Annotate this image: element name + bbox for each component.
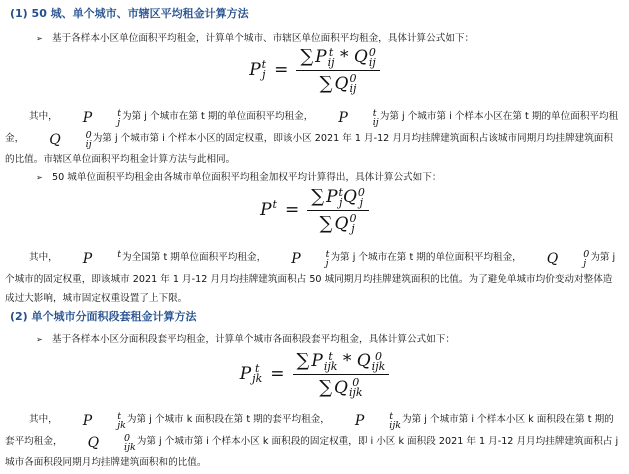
math-scripts (323, 349, 338, 373)
math-subscript: j (583, 258, 587, 269)
paragraph-text: 为第 j 个城市的固定权重，即该城市 2021 年 1 月-12 月月均挂牌建筑面积占 50 城同期月均挂牌建筑面积的比值。为了避免单城市均价变动对整体造成过大影响，城市固定权重设置了上下限。 (5, 252, 616, 304)
fraction (296, 46, 380, 94)
math-superscript: 0 (349, 72, 357, 85)
equals-sign: = (284, 200, 300, 220)
math-symbol (354, 47, 376, 67)
sigma-symbol: ∑ (319, 72, 333, 94)
arrow-bullet-icon: ➢ (36, 34, 43, 43)
math-subscript: ijk (323, 359, 338, 373)
paragraph-text: 为第 j 个城市第 i 个样本小区的固定权重，即该小区 2021 年 1 月-12 月月均挂牌建筑面积占该城市同期月均挂牌建筑面积的比值。市辖区单位面积平均租金计算方法与此相同。 (5, 132, 613, 165)
paragraph-text: 为第 j 个城市在第 t 期的单位面积平均租金， (122, 111, 314, 122)
math-symbol (335, 214, 357, 234)
math-scripts (93, 250, 121, 268)
math-subscript (273, 210, 277, 220)
math-symbol (260, 200, 277, 221)
math-subscript: ij (85, 138, 92, 150)
paragraph-text: 为第 j 个城市第 i 个样本小区 k 面积段的固定权重，即 i 小区 k 面积段 2021 年 1 月-12 月月均挂牌建筑面积占 j 城市各面积段同期月均挂牌建筑面积和的比值。 (5, 435, 619, 468)
bullet-item (36, 331, 455, 345)
math-symbol (59, 250, 121, 270)
math-superscript: t (117, 411, 122, 422)
math-symbol (25, 131, 92, 151)
math-superscript: t (328, 45, 334, 59)
math-base: Q (334, 73, 349, 94)
section-heading-2: (2) 单个城市分面积段套租金计算方法 (10, 310, 197, 323)
paragraph-national-rent-explanation (5, 248, 620, 309)
math-superscript: t (117, 108, 122, 119)
paragraph-text: 其中， (29, 111, 58, 122)
sigma-symbol: ∑ (300, 46, 314, 67)
math-subscript: j (117, 117, 121, 128)
math-subscript (93, 259, 121, 268)
math-superscript: 0 (124, 432, 131, 444)
math-subscript: ijk (348, 386, 363, 399)
math-scripts (62, 131, 92, 149)
math-scripts (349, 74, 356, 94)
paragraph-city-rent-explanation (5, 107, 620, 170)
sigma-symbol: ∑ (296, 350, 310, 371)
equals-sign: = (274, 60, 289, 80)
denominator (315, 375, 366, 399)
numerator (293, 350, 390, 375)
paragraph-text: 为第 j 个城市第 i 个样本小区在第 t 期的单位面积平均租金， (5, 111, 619, 144)
math-base: Q (353, 47, 368, 67)
bullet-text: 基于各样本小区单位面积平均租金，计算单个城市、市辖区单位面积平均租金，具体计算公式如下： (52, 33, 475, 44)
math-scripts (357, 185, 365, 209)
math-subscript: j (351, 222, 355, 235)
paragraph-text: 为第 j 个城市在第 t 期的单位面积平均租金， (330, 252, 522, 263)
arrow-bullet-icon: ➢ (36, 173, 43, 182)
math-scripts (349, 214, 356, 234)
math-subscript: ijk (124, 441, 136, 453)
math-subscript: ij (372, 117, 379, 128)
math-base: Q (334, 213, 349, 234)
math-base: P (82, 251, 93, 267)
math-base: Q (87, 434, 100, 451)
math-base: Q (546, 251, 559, 267)
formula-area-segment-rent (0, 350, 629, 398)
math-symbol (335, 74, 357, 94)
math-superscript: t (389, 411, 394, 422)
math-base: P (338, 110, 348, 126)
math-symbol (523, 250, 590, 270)
math-superscript: t (328, 349, 333, 363)
math-base: Q (342, 187, 357, 207)
bullet-text: 50 城单位面积平均租金由各城市单位面积平均租金加权平均计算得出，具体计算公式如下： (52, 172, 442, 183)
math-scripts (368, 45, 376, 69)
math-scripts (349, 378, 363, 398)
math-symbol (357, 351, 386, 371)
math-scripts (273, 200, 277, 220)
math-subscript: j (359, 195, 364, 209)
formula-national-rent (0, 186, 629, 234)
bullet-text: 基于各样本小区分面积段套平均租金，计算单个城市各面积段套平均租金，具体计算公式如下： (52, 334, 455, 345)
math-subscript: ij (327, 55, 335, 69)
math-superscript: 0 (349, 212, 357, 225)
paragraph-text: 其中， (29, 252, 58, 263)
operator: * (337, 351, 357, 371)
math-scripts (349, 109, 379, 127)
math-superscript: t (372, 108, 377, 119)
sigma-symbol: ∑ (319, 212, 333, 234)
math-subscript: ijk (389, 420, 402, 431)
math-superscript: 0 (583, 249, 590, 260)
math-superscript: 0 (368, 45, 376, 59)
denominator (316, 211, 361, 235)
math-base: P (239, 363, 252, 384)
math-superscript: 0 (85, 129, 92, 141)
math-scripts (365, 412, 401, 430)
math-base: P (311, 351, 323, 371)
denominator (316, 71, 361, 95)
numerator (307, 186, 369, 211)
operator: * (334, 47, 354, 67)
math-superscript: t (117, 249, 122, 260)
equals-sign: = (270, 364, 285, 384)
math-superscript: t (325, 249, 330, 260)
fraction (293, 350, 390, 398)
math-superscript: t (272, 198, 277, 212)
formula-body (260, 186, 369, 234)
formula-city-rent (0, 46, 629, 94)
math-symbol (314, 109, 378, 129)
fraction (307, 186, 369, 234)
math-subscript: jk (252, 372, 263, 386)
math-base: P (249, 59, 261, 80)
math-scripts (262, 60, 266, 80)
numerator (296, 46, 380, 71)
formula-body (240, 350, 390, 398)
math-superscript: 0 (374, 349, 382, 363)
math-symbol (249, 60, 266, 81)
math-base: P (326, 187, 338, 207)
paragraph-text: 其中， (29, 414, 58, 425)
math-symbol (59, 109, 121, 129)
paragraph-text: 为第 j 个城市 k 面积段在第 t 期的套平均租金， (126, 414, 330, 425)
math-base: P (291, 251, 301, 267)
math-subscript: j (262, 68, 266, 82)
paragraph-area-segment-explanation (5, 410, 620, 473)
math-symbol (64, 434, 136, 454)
paragraph-text: 为全国第 t 期单位面积平均租金， (122, 252, 267, 263)
section-heading-1: (1) 50 城、单个城市、市辖区平均租金计算方法 (10, 7, 249, 20)
math-symbol (334, 378, 363, 398)
math-subscript: j (339, 195, 343, 209)
math-scripts (252, 364, 262, 384)
math-superscript: 0 (352, 376, 360, 389)
math-base: P (354, 413, 365, 429)
math-subscript: ijk (371, 359, 386, 373)
math-base: P (82, 413, 93, 429)
math-subscript: ij (349, 82, 357, 95)
paragraph-text: 为第 j 个城市第 i 个样本小区 k 面积段在第 t 期的套平均租金， (5, 414, 614, 447)
math-base: Q (334, 377, 348, 398)
math-superscript: t (338, 185, 343, 199)
math-base: P (260, 199, 272, 220)
formula-body (249, 46, 380, 94)
math-base: Q (356, 351, 371, 371)
math-symbol (326, 187, 343, 207)
sigma-symbol: ∑ (311, 186, 325, 207)
math-scripts (302, 250, 330, 268)
math-base: P (82, 110, 93, 126)
arrow-bullet-icon: ➢ (36, 335, 43, 344)
math-subscript: jk (117, 420, 126, 431)
math-scripts (327, 45, 335, 69)
math-scripts (100, 434, 136, 452)
math-base: P (315, 47, 327, 67)
math-subscript: j (325, 258, 329, 269)
math-symbol (315, 47, 334, 67)
math-symbol (59, 412, 126, 432)
bullet-item (36, 30, 474, 44)
math-scripts (93, 109, 121, 127)
math-symbol (311, 351, 337, 371)
math-subscript: ij (368, 55, 376, 69)
math-symbol (267, 250, 329, 270)
math-scripts (371, 349, 386, 373)
bullet-item (36, 169, 441, 183)
math-base: Q (49, 131, 61, 148)
math-symbol (331, 412, 401, 432)
sigma-symbol: ∑ (319, 376, 333, 398)
math-superscript: 0 (357, 185, 365, 199)
math-symbol (343, 187, 365, 207)
math-scripts (559, 250, 589, 268)
math-superscript: t (255, 362, 260, 376)
math-superscript: t (261, 58, 267, 72)
math-scripts (93, 412, 126, 430)
math-symbol (240, 364, 263, 385)
